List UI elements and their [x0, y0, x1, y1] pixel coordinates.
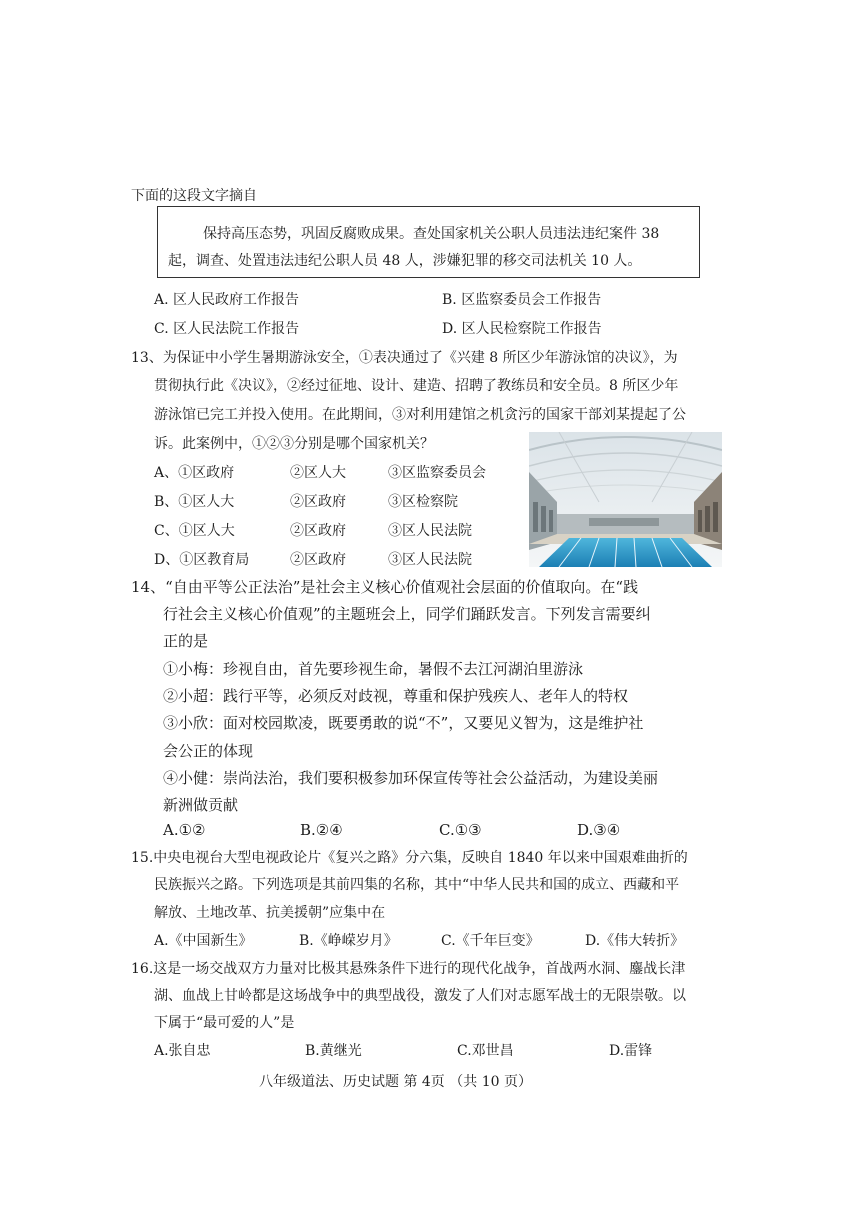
- q13-option-b-1: B、①区人大: [154, 494, 235, 510]
- q15-line-3: 解放、土地改革、抗美援朝”应集中在: [154, 905, 386, 921]
- q15-option-d: D.《伟大转折》: [585, 933, 685, 949]
- q14-statement-3-line-1: ③小欣：面对校园欺凌，既要勇敢的说“不”，又要见义智为，这是维护社: [163, 714, 644, 732]
- q13-line-1: 13、为保证中小学生暑期游泳安全，①表决通过了《兴建 8 所区少年游泳馆的决议》，为: [131, 350, 678, 366]
- q15-option-c: C.《千年巨变》: [441, 933, 540, 949]
- q13-line-2: 贯彻执行此《决议》，②经过征地、设计、建造、招聘了教练员和安全员。8 所区少年: [154, 378, 679, 394]
- q14-line-2: 行社会主义核心价值观”的主题班会上，同学们踊跃发言。下列发言需要纠: [163, 605, 651, 623]
- q16-option-b: B.黄继光: [305, 1043, 362, 1059]
- q12-option-d: D. 区人民检察院工作报告: [442, 321, 602, 337]
- q14-line-1: 14、“自由平等公正法治”是社会主义核心价值观社会层面的价值取向。在“践: [131, 578, 639, 596]
- q16-option-c: C.邓世昌: [457, 1043, 514, 1059]
- q14-statement-4-line-2: 新洲做贡献: [163, 796, 239, 814]
- q14-statement-2: ②小超：践行平等，必须反对歧视，尊重和保护残疾人、老年人的特权: [163, 687, 629, 705]
- q13-line-3: 游泳馆已完工并投入使用。在此期间，③对利用建馆之机贪污的国家干部刘某提起了公: [154, 407, 686, 423]
- intro-text: 下面的这段文字摘自: [131, 188, 257, 204]
- q13-option-c-2: ②区政府: [290, 523, 346, 539]
- q13-option-a-1: A、①区政府: [154, 465, 235, 481]
- q16-option-d: D.雷锋: [609, 1043, 653, 1059]
- q15-line-2: 民族振兴之路。下列选项是其前四集的名称，其中“中华人民共和国的成立、西藏和平: [154, 877, 680, 893]
- q15-option-a: A.《中国新生》: [154, 933, 253, 949]
- q12-option-c: C. 区人民法院工作报告: [154, 321, 300, 337]
- q15-option-b: B.《峥嵘岁月》: [299, 933, 398, 949]
- q14-option-c: C.①③: [439, 821, 482, 839]
- q14-statement-1: ①小梅：珍视自由，首先要珍视生命，暑假不去江河湖泊里游泳: [163, 660, 584, 678]
- q13-option-c-1: C、①区人大: [154, 523, 235, 539]
- q14-option-b: B.②④: [300, 821, 343, 839]
- q16-option-a: A.张自忠: [154, 1043, 211, 1059]
- q13-option-a-3: ③区监察委员会: [388, 465, 486, 481]
- q13-option-b-2: ②区政府: [290, 494, 346, 510]
- quote-line-1: 保持高压态势，巩固反腐败成果。查处国家机关公职人员违法违纪案件 38: [203, 226, 660, 242]
- q14-statement-3-line-2: 会公正的体现: [163, 742, 254, 760]
- q13-option-a-2: ②区人大: [290, 465, 346, 481]
- q16-line-1: 16.这是一场交战双方力量对比极其悬殊条件下进行的现代化战争，首战两水洞、鏖战长津: [131, 961, 686, 977]
- q13-option-b-3: ③区检察院: [388, 494, 458, 510]
- swimming-pool-illustration: [529, 432, 722, 567]
- q14-option-d: D.③④: [577, 821, 621, 839]
- page-footer: 八年级道法、历史试题 第 4页 （共 10 页）: [259, 1074, 532, 1090]
- q14-statement-4-line-1: ④小健：崇尚法治，我们要积极参加环保宣传等社会公益活动，为建设美丽: [163, 769, 659, 787]
- q13-option-c-3: ③区人民法院: [388, 523, 472, 539]
- q14-line-3: 正的是: [163, 632, 209, 650]
- q12-option-b: B. 区监察委员会工作报告: [442, 292, 602, 308]
- q13-option-d-1: D、①区教育局: [154, 552, 250, 568]
- q13-option-d-3: ③区人民法院: [388, 552, 472, 568]
- q15-line-1: 15.中央电视台大型电视政论片《复兴之路》分六集，反映自 1840 年以来中国艰难曲折的: [131, 850, 688, 866]
- q13-line-4: 诉。此案例中，①②③分别是哪个国家机关？: [154, 436, 434, 452]
- q14-option-a: A.①②: [163, 821, 206, 839]
- q16-line-3: 下属于“最可爱的人”是: [154, 1015, 295, 1031]
- swimming-pool-photo: [529, 432, 722, 567]
- q16-line-2: 湖、血战上甘岭都是这场战争中的典型战役，激发了人们对志愿军战士的无限崇敬。以: [154, 988, 686, 1004]
- quote-line-2: 起，调查、处置违法违纪公职人员 48 人，涉嫌犯罪的移交司法机关 10 人。: [168, 253, 642, 269]
- q13-option-d-2: ②区政府: [290, 552, 346, 568]
- q12-option-a: A. 区人民政府工作报告: [154, 292, 300, 308]
